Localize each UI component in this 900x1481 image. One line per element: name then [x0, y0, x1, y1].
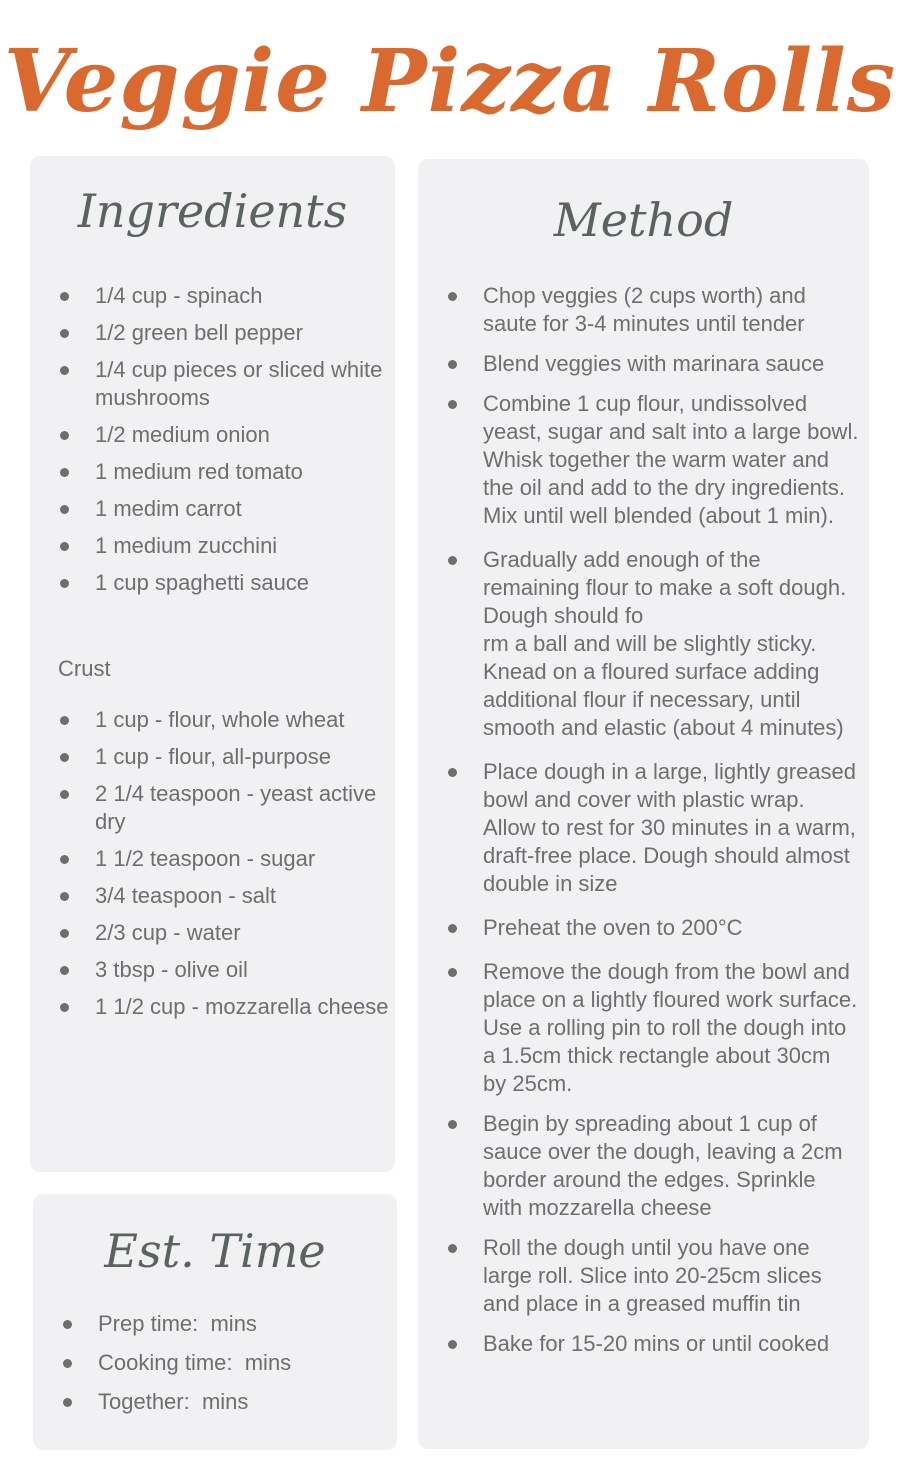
- list-item: [33, 1349, 397, 1377]
- method-step-text: Roll the dough until you have one large roll. Slice into 20-25cm slices and place in a greased muffin tin: [483, 1235, 822, 1316]
- ingredients-card: [30, 156, 395, 1172]
- bullet-icon: [60, 431, 69, 440]
- bullet-icon: [60, 966, 69, 975]
- method-step-text: Combine 1 cup flour, undissolved yeast, sugar and salt into a large bowl. Whisk together the warm water and the oil and add to the dry ingredients. Mix until well blended (about 1 min).: [483, 391, 859, 528]
- bullet-icon: [448, 968, 457, 977]
- list-item-text: 3/4 teaspoon - salt: [95, 883, 277, 908]
- method-step-text: Blend veggies with marinara sauce: [483, 351, 825, 376]
- method-step: [418, 958, 869, 1098]
- list-item-text: 3 tbsp - olive oil: [95, 957, 248, 982]
- bullet-icon: [448, 292, 457, 301]
- method-step: [418, 1330, 869, 1358]
- ingredients-heading: Ingredients: [77, 184, 348, 238]
- method-step: [418, 282, 869, 338]
- bullet-icon: [60, 505, 69, 514]
- bullet-icon: [63, 1359, 72, 1368]
- method-step: [418, 546, 869, 742]
- list-item-text: 1/2 medium onion: [95, 422, 270, 447]
- list-item: [30, 706, 395, 734]
- list-item-text: 1 cup spaghetti sauce: [95, 570, 310, 595]
- bullet-icon: [448, 400, 457, 409]
- method-step-text: Gradually add enough of the remaining flour to make a soft dough. Dough should fo rm a ball and will be slightly sticky. Knead on a floured surface adding additional flour if necessary, until smooth and elastic (about 4 minutes): [483, 547, 847, 740]
- list-item: [30, 993, 395, 1021]
- method-step: [418, 390, 869, 530]
- list-item-text: 1 medium red tomato: [95, 459, 303, 484]
- list-item: [30, 421, 395, 449]
- list-item: [30, 532, 395, 560]
- bullet-icon: [60, 892, 69, 901]
- bullet-icon: [60, 753, 69, 762]
- est-time-card: [33, 1194, 397, 1450]
- bullet-icon: [60, 329, 69, 338]
- recipe-title: Veggie Pizza Rolls: [3, 31, 897, 132]
- bullet-icon: [60, 790, 69, 799]
- list-item-text: 1/4 cup pieces or sliced white mushrooms: [95, 357, 383, 410]
- est-time-list: [33, 1310, 397, 1427]
- bullet-icon: [448, 1244, 457, 1253]
- method-step-text: Remove the dough from the bowl and place on a lightly floured work surface. Use a rolling pin to roll the dough into a 1.5cm thick rectangle about 30cm by 25cm.: [483, 959, 858, 1096]
- list-item-text: Cooking time: mins: [98, 1350, 292, 1375]
- list-item-text: Together: mins: [98, 1389, 249, 1414]
- list-item: [30, 569, 395, 597]
- list-item-text: 2/3 cup - water: [95, 920, 241, 945]
- bullet-icon: [60, 468, 69, 477]
- list-item: [30, 495, 395, 523]
- bullet-icon: [60, 929, 69, 938]
- bullet-icon: [60, 716, 69, 725]
- method-step-text: Chop veggies (2 cups worth) and saute for 3-4 minutes until tender: [483, 283, 806, 336]
- list-item: [30, 882, 395, 910]
- crust-heading: Crust: [58, 656, 111, 681]
- crust-list: [30, 706, 395, 1030]
- method-list: [418, 282, 869, 1370]
- method-step: [418, 914, 869, 942]
- method-step-text: Place dough in a large, lightly greased bowl and cover with plastic wrap. Allow to rest for 30 minutes in a warm, draft-free place. Dough should almost double in size: [483, 759, 857, 896]
- bullet-icon: [448, 1120, 457, 1129]
- list-item-text: 1 1/2 cup - mozzarella cheese: [95, 994, 389, 1019]
- bullet-icon: [60, 579, 69, 588]
- est-time-heading: Est. Time: [104, 1224, 326, 1278]
- bullet-icon: [60, 1003, 69, 1012]
- method-step-text: Bake for 15-20 mins or until cooked: [483, 1331, 830, 1356]
- list-item-text: 2 1/4 teaspoon - yeast active dry: [95, 781, 377, 834]
- ingredients-list: [30, 282, 395, 606]
- bullet-icon: [448, 924, 457, 933]
- list-item: [30, 356, 395, 412]
- list-item-text: 1/4 cup - spinach: [95, 283, 263, 308]
- list-item: [30, 458, 395, 486]
- list-item-text: 1 medium zucchini: [95, 533, 278, 558]
- list-item-text: Prep time: mins: [98, 1311, 257, 1336]
- bullet-icon: [448, 556, 457, 565]
- list-item: [30, 956, 395, 984]
- list-item-text: 1 1/2 teaspoon - sugar: [95, 846, 316, 871]
- method-step: [418, 350, 869, 378]
- list-item: [30, 282, 395, 310]
- list-item-text: 1 cup - flour, whole wheat: [95, 707, 345, 732]
- list-item-text: 1 cup - flour, all-purpose: [95, 744, 332, 769]
- list-item: [30, 780, 395, 836]
- bullet-icon: [448, 768, 457, 777]
- bullet-icon: [63, 1398, 72, 1407]
- bullet-icon: [448, 1340, 457, 1349]
- method-step: [418, 1234, 869, 1318]
- method-step-text: Begin by spreading about 1 cup of sauce over the dough, leaving a 2cm border around the edges. Sprinkle with mozzarella cheese: [483, 1111, 843, 1220]
- method-step: [418, 758, 869, 898]
- bullet-icon: [63, 1320, 72, 1329]
- list-item: [30, 919, 395, 947]
- list-item: [33, 1310, 397, 1338]
- list-item-text: 1/2 green bell pepper: [95, 320, 303, 345]
- bullet-icon: [60, 542, 69, 551]
- list-item-text: 1 medim carrot: [95, 496, 242, 521]
- bullet-icon: [60, 292, 69, 301]
- method-step: [418, 1110, 869, 1222]
- list-item: [30, 845, 395, 873]
- list-item: [33, 1388, 397, 1416]
- method-heading: Method: [553, 193, 734, 247]
- bullet-icon: [448, 360, 457, 369]
- bullet-icon: [60, 366, 69, 375]
- list-item: [30, 743, 395, 771]
- method-card: [418, 159, 869, 1449]
- method-step-text: Preheat the oven to 200°C: [483, 915, 743, 940]
- bullet-icon: [60, 855, 69, 864]
- list-item: [30, 319, 395, 347]
